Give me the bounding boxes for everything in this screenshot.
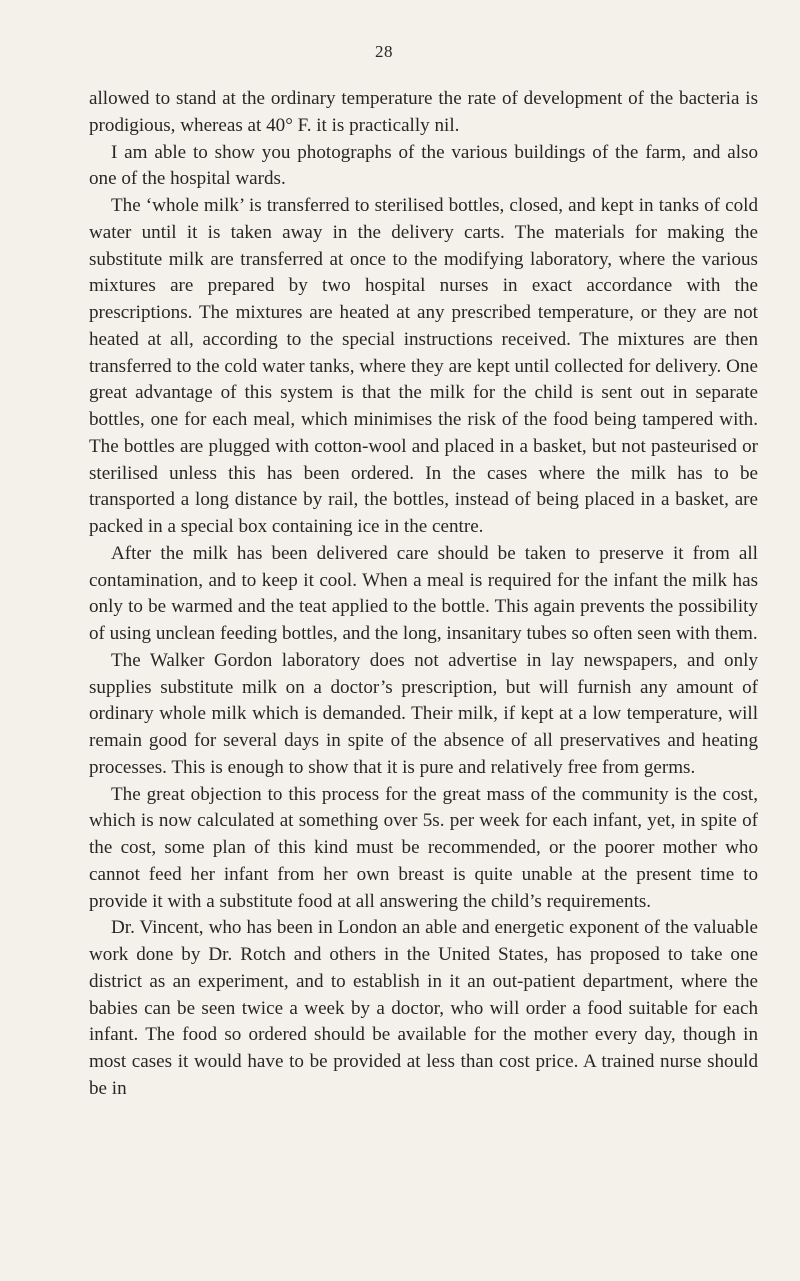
paragraph-dr-vincent: Dr. Vincent, who has been in London an able and energetic exponent of the valuable work done by Dr. Rotch and others in the United States, has proposed to take one district as an experiment, and to establish in it an out-patient department, where the babies can be seen twice a week by a doctor, who will order a food suitable for each infant. The food so ordered should be available for the mother every day, though in most cases it would have to be provided at less than cost price. A trained nurse should be in: [89, 917, 758, 1099]
paragraph-continuation: allowed to stand at the ordinary temperature the rate of development of the bacteria is prodigious, whereas at 40° F. it is practically nil.: [89, 88, 758, 136]
paragraph-photographs: I am able to show you photographs of the various buildings of the farm, and also one of the hospital wards.: [89, 141, 758, 190]
paragraph-after-delivery: After the milk has been delivered care should be taken to preserve it from all contamination, and to keep it cool. When a meal is required for the infant the milk has only to be warmed and the teat applied to the bottle. This again prevents the possibility of using unclean feeding bottles, and the long, insanitary tubes so often seen with them.: [89, 542, 758, 644]
page-number: 28: [375, 42, 393, 61]
paragraph-great-objection: The great objection to this process for the great mass of the community is the cost, which is now calculated at something over 5s. per week for each infant, yet, in spite of the cost, some plan of this kind must be recommended, or the poorer mother who cannot feed her infant from her own breast is quite unable at the present time to provide it with a substitute food at all answering the child’s requirements.: [89, 783, 758, 912]
paragraph-whole-milk: The ‘whole milk’ is transferred to sterilised bottles, closed, and kept in tanks of cold water until it is taken away in the delivery carts. The materials for making the substitute milk are transferred at once to the modifying laboratory, where the various mixtures are prepared by two hospital nurses in exact accordance with the prescriptions. The mixtures are heated at any prescribed temperature, or they are not heated at all, according to the special instructions received. The mixtures are then transferred to the cold water tanks, where they are kept until collected for delivery. One great advantage of this system is that the milk for the child is sent out in separate bottles, one for each meal, which minimises the risk of the food being tampered with. The bottles are plugged with cotton-wool and placed in a basket, but not pasteurised or sterilised unless this has been ordered. In the cases where the milk has to be transported a long distance by rail, the bottles, instead of being placed in a basket, are packed in a special box containing ice in the centre.: [89, 195, 758, 537]
paragraph-walker-gordon: The Walker Gordon laboratory does not advertise in lay newspapers, and only supplies substitute milk on a doctor’s prescription, but will furnish any amount of ordinary whole milk which is demanded. Their milk, if kept at a low temperature, will remain good for several days in spite of the absence of all preservatives and heating processes. This is enough to show that it is pure and relatively free from germs.: [89, 649, 758, 778]
body-text: [89, 86, 758, 1103]
